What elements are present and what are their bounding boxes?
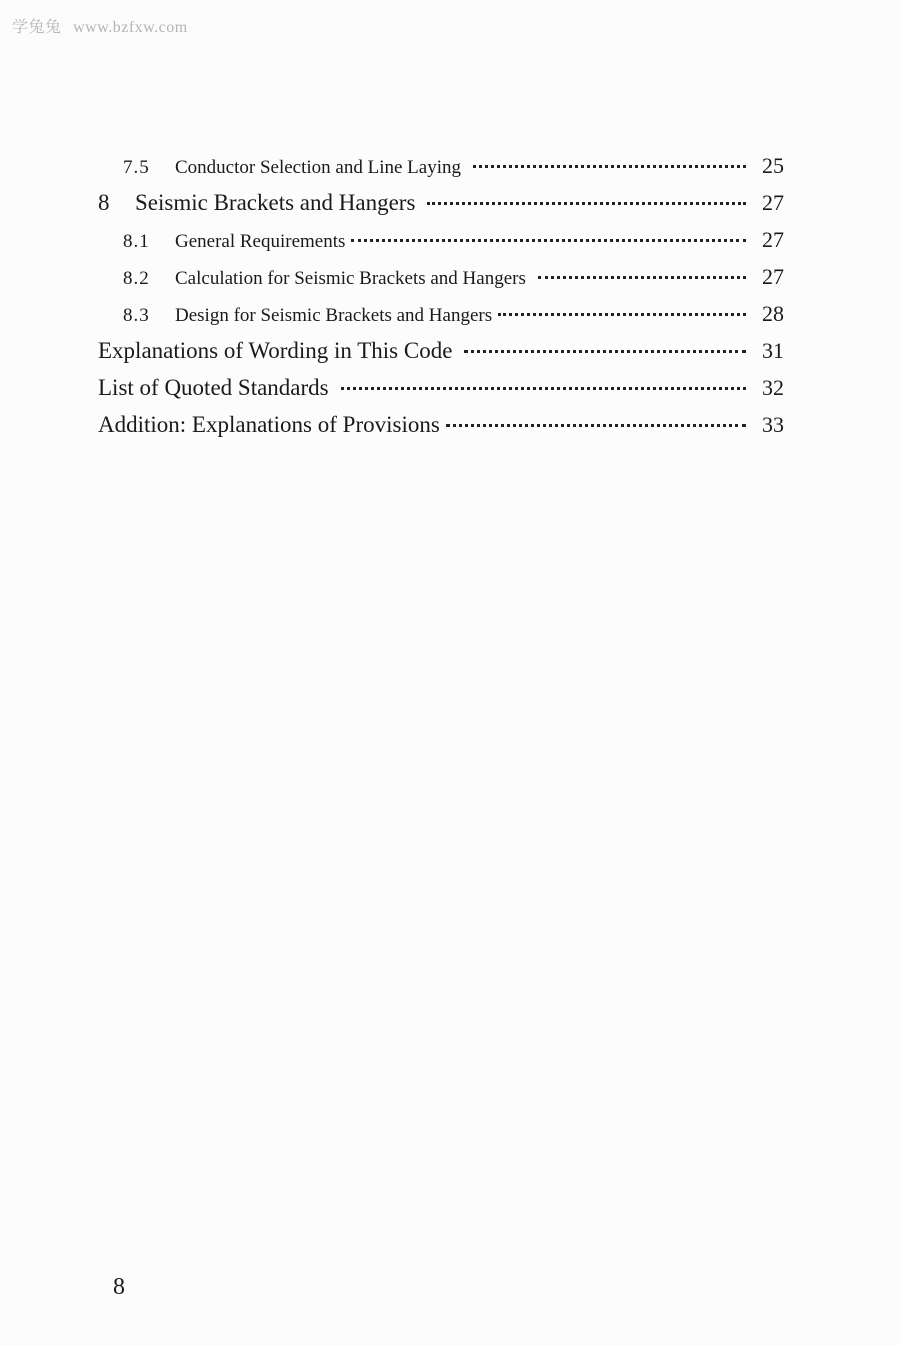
toc-entry-page: 33 <box>762 412 784 437</box>
toc-entry-page: 27 <box>762 264 784 289</box>
toc-entry-number: 8.2 <box>123 268 150 289</box>
watermark-site-name: 学兔兔 <box>12 17 62 36</box>
watermark <box>12 14 188 37</box>
toc-entry-title: Seismic Brackets and Hangers <box>135 190 416 215</box>
toc-entry-title: Calculation for Seismic Brackets and Hangers <box>175 268 526 289</box>
toc-entry-number: 7.5 <box>123 157 150 178</box>
table-of-contents <box>98 153 784 449</box>
toc-entry-page: 27 <box>762 227 784 252</box>
toc-entry <box>98 264 784 301</box>
dot-leader <box>427 202 746 205</box>
dot-leader <box>498 313 746 316</box>
toc-entry <box>98 227 784 264</box>
toc-entry-title: List of Quoted Standards <box>98 375 329 400</box>
toc-entry-title: Design for Seismic Brackets and Hangers <box>175 305 493 326</box>
toc-entry-title: Explanations of Wording in This Code <box>98 338 453 363</box>
toc-entry-page: 25 <box>762 153 784 178</box>
toc-entry-number: 8.3 <box>123 305 150 326</box>
toc-entry-number: 8 <box>98 190 110 215</box>
toc-entry-title: Addition: Explanations of Provisions <box>98 412 440 437</box>
toc-entry <box>98 301 784 338</box>
toc-entry <box>98 190 784 227</box>
dot-leader <box>351 239 746 242</box>
toc-entry-title: General Requirements <box>175 231 346 252</box>
dot-leader <box>538 276 746 279</box>
dot-leader <box>464 350 746 353</box>
toc-entry-number: 8.1 <box>123 231 150 252</box>
toc-entry-page: 32 <box>762 375 784 400</box>
toc-entry-page: 27 <box>762 190 784 215</box>
toc-entry <box>98 153 784 190</box>
toc-entry-page: 28 <box>762 301 784 326</box>
dot-leader <box>473 165 746 168</box>
watermark-url: www.bzfxw.com <box>73 19 188 36</box>
toc-entry-page: 31 <box>762 338 784 363</box>
toc-entry <box>98 412 784 449</box>
toc-entry <box>98 375 784 412</box>
dot-leader <box>341 387 746 390</box>
dot-leader <box>446 424 746 427</box>
page-number: 8 <box>113 1274 125 1300</box>
toc-entry-title: Conductor Selection and Line Laying <box>175 157 461 178</box>
toc-entry <box>98 338 784 375</box>
